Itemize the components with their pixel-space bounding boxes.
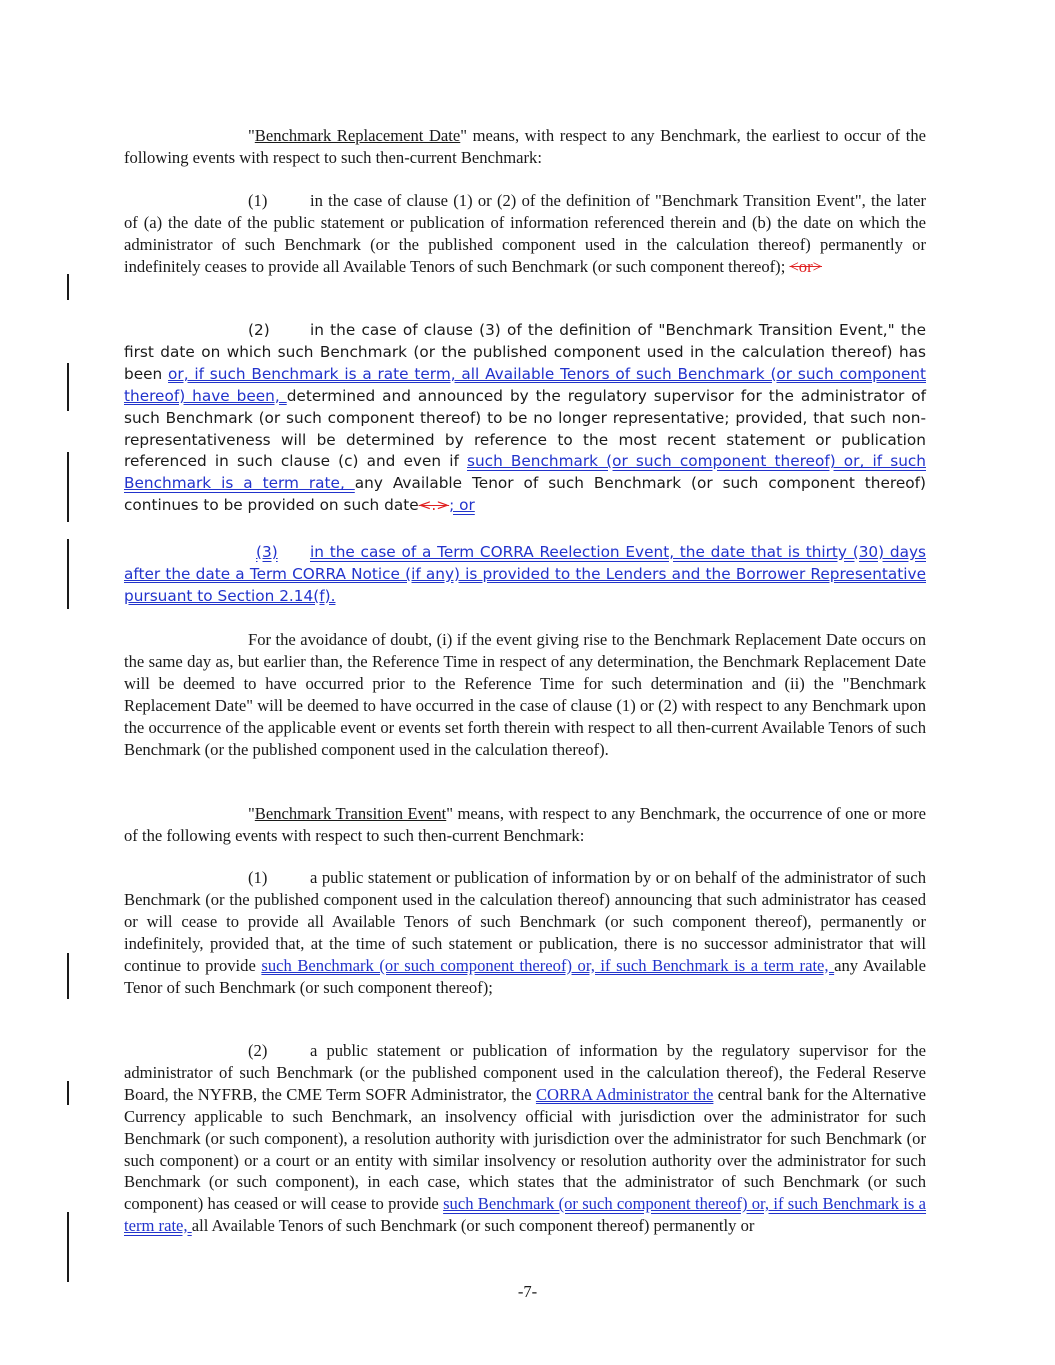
change-bar — [67, 363, 69, 411]
change-bar — [67, 539, 69, 609]
inserted-text: or, if such Benchmark is a rate term, all Available Tenors of such Benchmark (or such component thereof) have been, — [124, 364, 926, 405]
clause-number: (2) — [248, 1041, 268, 1060]
change-bar — [67, 1212, 69, 1282]
avoidance-of-doubt-paragraph: For the avoidance of doubt, (i) if the event giving rise to the Benchmark Replacement Date occurs on the same day as, but earlier than, the Reference Time in respect of any determination, the Benchmark Replacement Date will be deemed to have occurred prior to the Reference Time for such determination and (ii) the "Benchmark Replacement Date" will be deemed to have occurred in the case of clause (1) or (2) with respect to any Benchmark upon the occurrence of the applicable event or events set forth therein with respect to all then-current Available Tenors of such Benchmark (or the published component used in the calculation thereof). — [124, 630, 926, 759]
defined-term: Benchmark Replacement Date — [254, 126, 461, 145]
inserted-text: such Benchmark (or such component thereof) or, if such Benchmark is a term rate, — [261, 955, 835, 975]
transition-clause-1-paragraph: (1) a public statement or publication of information by or on behalf of the administrator of such Benchmark (or the published component used in the calculation thereof) announcing that such administrator has ceased or will cease to provide all Available Tenors of such Benchmark (or such component thereof), permanently or indefinitely, provided that, at the time of such statement or publication, there is no successor administrator that will continue to provide such Benchmark (or such component thereof) or, if such Benchmark is a term rate, any Available Tenor of such Benchmark (or such component thereof); — [124, 868, 926, 997]
inserted-text: ; or — [449, 496, 475, 515]
definition-benchmark-replacement-date: "Benchmark Replacement Date" means, with respect to any Benchmark, the earliest to occur of the following events with respect to such then-current Benchmark: — [124, 126, 926, 167]
change-bar — [67, 452, 69, 522]
deleted-text: <or> — [789, 256, 822, 276]
definition-benchmark-transition-event: "Benchmark Transition Event" means, with respect to any Benchmark, the occurrence of one or more of the following events with respect to such then-current Benchmark: — [124, 804, 926, 845]
clause-2-paragraph: (2) in the case of clause (3) of the definition of "Benchmark Transition Event," the first date on which such Benchmark (or the published component used in the calculation thereof) has been or, if such Benchmark is a rate term, all Available Tenors of such Benchmark (or such component thereof) have been, determined and announced by the regulatory supervisor for the administrator of such Benchmark (or such component thereof) to be no longer representative; provided, that such non-representativeness will be determined by reference to the most recent statement or publication referenced in such clause (c) and even if such Benchmark (or such component thereof) or, if such Benchmark is a term rate, any Available Tenor of such Benchmark (or such component thereof) continues to be provided on such date<.>; or — [124, 321, 926, 515]
clause-3-paragraph — [124, 542, 926, 608]
inserted-text: CORRA Administrator the — [535, 1084, 714, 1104]
clause-number: (2) — [248, 321, 270, 339]
defined-term: Benchmark Transition Event — [254, 804, 447, 823]
clause-number: (1) — [248, 191, 268, 210]
change-bar — [67, 1081, 69, 1105]
inserted-text: such Benchmark (or such component thereof) or, if such Benchmark is a term rate, — [124, 1194, 927, 1236]
inserted-text: such Benchmark (or such component thereof) or, if such Benchmark is a term rate, — [124, 452, 926, 493]
page-number: -7- — [517, 1282, 538, 1301]
clause-number: (1) — [248, 868, 268, 887]
change-bar — [67, 953, 69, 999]
change-bar — [67, 274, 69, 300]
deleted-text: <.> — [418, 496, 450, 515]
transition-clause-2-paragraph: (2) a public statement or publication of information by the regulatory supervisor for the administrator of such Benchmark (or the published component used in the calculation thereof), the Federal Reserve Board, the NYFRB, the CME Term SOFR Administrator, the CORRA Administrator the central bank for the Alternative Currency applicable to such Benchmark, an insolvency official with jurisdiction over the administrator for such Benchmark (or such component), a resolution authority with jurisdiction over the administrator for such Benchmark (or such component) or a court or an entity with similar insolvency or resolution authority over the administrator for such Benchmark (or such component), in each case, which states that the administrator of such Benchmark (or such component) has ceased or will cease to provide such Benchmark (or such component thereof) or, if such Benchmark is a term rate, all Available Tenors of such Benchmark (or such component thereof) permanently or — [124, 1041, 927, 1236]
clause-1-paragraph: (1) in the case of clause (1) or (2) of the definition of "Benchmark Transition Event", the later of (a) the date of the public statement or publication of information referenced therein and (b) the date on which the administrator of such Benchmark (or the published component used in the calculation thereof) permanently or indefinitely ceases to provide all Available Tenors of such Benchmark (or such component thereof); <or> — [124, 191, 926, 276]
clause-number: (3) — [256, 543, 278, 561]
inserted-text: in the case of a Term CORRA Reelection Event, the date that is thirty (30) days after the date a Term CORRA Notice (if any) is provided to the Lenders and the Borrower Representative pursuant to Section 2.14(f). — [124, 543, 926, 605]
